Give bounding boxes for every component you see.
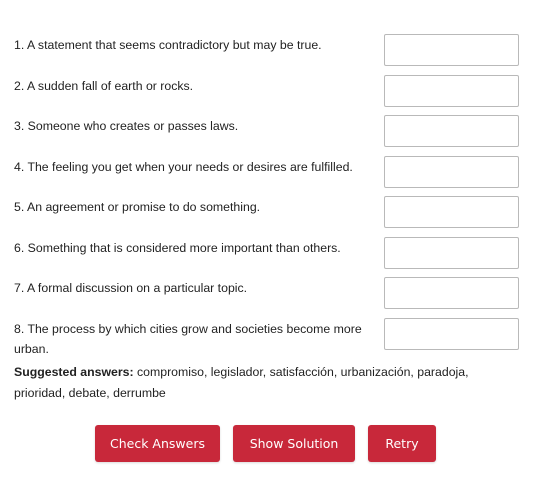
question-text-5: 5. An agreement or promise to do something. xyxy=(14,200,261,214)
question-row-6 xyxy=(14,237,519,278)
action-buttons xyxy=(0,425,533,462)
answer-input-4[interactable] xyxy=(384,156,519,188)
question-text-7: 7. A formal discussion on a particular topic. xyxy=(14,281,248,295)
retry-button[interactable]: Retry xyxy=(368,425,436,462)
check-answers-button[interactable]: Check Answers xyxy=(95,425,220,462)
quiz-questions xyxy=(14,34,519,360)
suggested-answers-label: Suggested answers: xyxy=(14,365,134,379)
question-text-1: 1. A statement that seems contradictory but may be true. xyxy=(14,38,322,52)
answer-input-5[interactable] xyxy=(384,196,519,228)
question-text-8: 8. The process by which cities grow and societies become more urban. xyxy=(14,321,362,356)
suggested-answers-words: compromiso, legislador, satisfacción, urbanización, paradoja, prioridad, debate, derrumbe xyxy=(14,365,469,400)
question-row-2 xyxy=(14,75,519,116)
show-solution-button[interactable]: Show Solution xyxy=(233,425,355,462)
question-text-4: 4. The feeling you get when your needs or desires are fulfilled. xyxy=(14,159,353,174)
answer-input-1[interactable] xyxy=(384,34,519,66)
question-row-5 xyxy=(14,196,519,237)
answer-input-8[interactable] xyxy=(384,318,519,350)
answer-input-7[interactable] xyxy=(384,277,519,309)
question-row-8 xyxy=(14,318,519,360)
suggested-answers xyxy=(14,362,514,403)
question-row-4 xyxy=(14,156,519,197)
question-text-2: 2. A sudden fall of earth or rocks. xyxy=(14,78,194,93)
answer-input-3[interactable] xyxy=(384,115,519,147)
question-text-6: 6. Something that is considered more important than others. xyxy=(14,240,341,255)
answer-input-6[interactable] xyxy=(384,237,519,269)
question-row-1 xyxy=(14,34,519,75)
answer-input-2[interactable] xyxy=(384,75,519,107)
question-row-7 xyxy=(14,277,519,318)
question-row-3 xyxy=(14,115,519,156)
question-text-3: 3. Someone who creates or passes laws. xyxy=(14,119,239,133)
